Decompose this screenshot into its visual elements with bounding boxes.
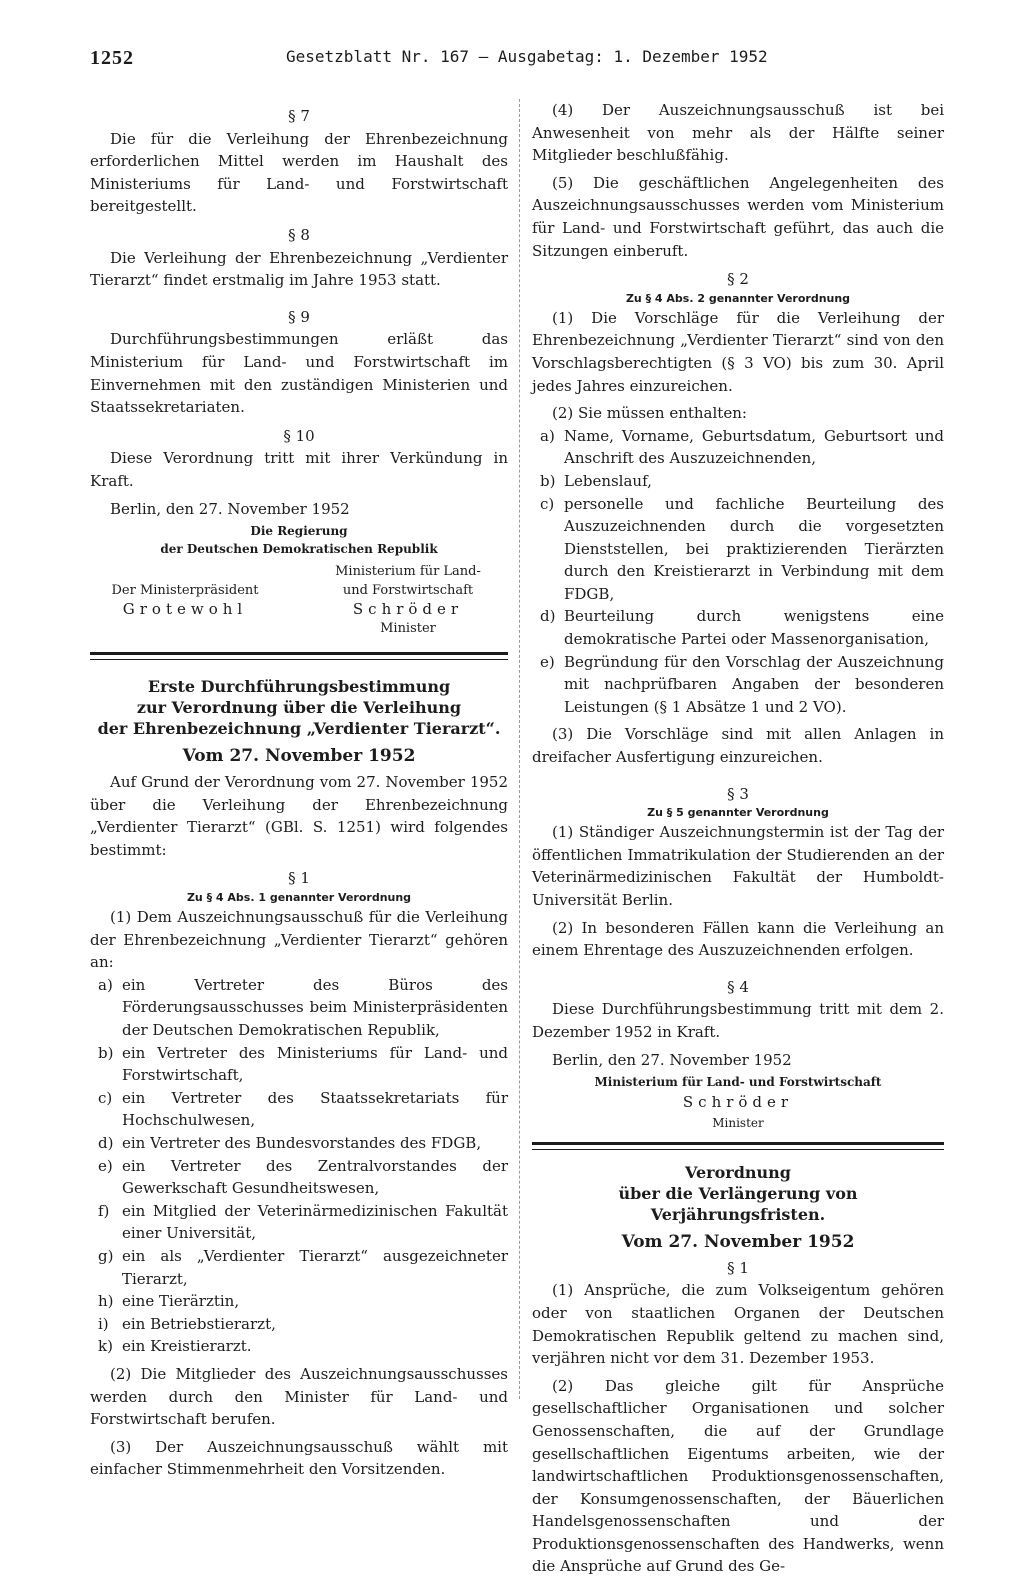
section-heading: § 1 [288, 869, 310, 888]
section-subheading: Zu § 4 Abs. 2 genannter Verordnung [625, 291, 851, 305]
paragraph: (2) In besonderen Fällen kann die Verleihung an einem Ehrentage des Auszuzeichnenden erfolgen. [532, 918, 944, 960]
paragraph: (1) Ständiger Auszeichnungstermin ist der Tag der öffentlichen Immatrikulation der Studierenden an der Veterinärmedizinischen Fakultät der Humboldt-Universität Berlin. [532, 823, 944, 909]
page-header [90, 47, 940, 73]
list-item [532, 470, 944, 493]
list-item-text: ein Vertreter des Ministeriums für Land- und Forstwirtschaft, [122, 1043, 508, 1085]
list-item-text: eine Tierärztin, [122, 1292, 240, 1311]
list-item [90, 1335, 508, 1358]
government-line-1: Die Regierung [250, 524, 348, 539]
paragraph: (1) Ansprüche, die zum Volkseigentum gehören oder von staatlichen Organen der Deutschen Demokratischen Republik geltend zu machen sind, verjähren nicht vor dem 31. Dezember 1953. [532, 1281, 944, 1368]
document-date: Vom 27. November 1952 [182, 746, 416, 767]
signer-name: Schröder [682, 1093, 794, 1112]
page-number: 1252 [90, 47, 134, 69]
list-item-label: k) [98, 1337, 113, 1356]
document-title: über die Verlängerung von Verjährungsfristen. [618, 1183, 858, 1224]
list-item-text: ein Kreistierarzt. [122, 1337, 252, 1356]
list-item [90, 1245, 508, 1290]
list-item [532, 605, 944, 650]
paragraph: Diese Verordnung tritt mit ihrer Verkündung in Kraft. [90, 449, 508, 490]
list-item-text: ein Vertreter des Zentralvorstandes der Gewerkschaft Gesundheitswesen, [122, 1156, 508, 1198]
signature-left [90, 562, 280, 638]
section-subheading: Zu § 4 Abs. 1 genannter Verordnung [186, 891, 412, 905]
list-item [90, 974, 508, 1042]
section-subheading: Zu § 5 genannter Verordnung [647, 806, 829, 820]
list-item [532, 425, 944, 470]
list-item-text: ein Vertreter des Büros des Förderungsausschusses beim Ministerpräsidenten der Deutschen Demokratischen Republik, [122, 975, 508, 1040]
paragraph: Die für die Verleihung der Ehrenbezeichnung erforderlichen Mittel werden im Haushalt des Ministeriums für Land- und Forstwirtschaft bereitgestellt. [90, 129, 508, 216]
ministry-name: Ministerium für Land- und Forstwirtschaft [594, 1075, 882, 1090]
paragraph: (2) Das gleiche gilt für Ansprüche gesellschaftlicher Organisationen und solcher Genossenschaften, die auf der Grundlage gesellschaftlichen Eigentums arbeiten, wie der landwirtschaftlichen Produktionsgenossenschaften, der Konsumgenossenschaften, der Bäuerlichen Handelsgenossenschaften und der Produktionsgenossenschaften des Handwerks, wenn die Ansprüche auf Grund des Ge- [532, 1376, 944, 1576]
list-item-label: c) [98, 1088, 113, 1107]
section-heading: § 9 [288, 307, 310, 326]
document-title: der Ehrenbezeichnung „Verdienter Tierarzt“. [97, 719, 501, 739]
place-date: Berlin, den 27. November 1952 [552, 1050, 792, 1069]
list-item-text: Name, Vorname, Geburtsdatum, Geburtsort und Anschrift des Auszuzeichnenden, [564, 426, 944, 468]
list-item-text: ein Betriebstierarzt, [122, 1314, 276, 1333]
list-item-label: b) [540, 471, 556, 490]
signature-right [308, 562, 508, 638]
list-item-text: ein Mitglied der Veterinärmedizinischen Fakultät einer Universität, [122, 1201, 508, 1243]
signer-title: und Forstwirtschaft [342, 583, 474, 599]
signature-block [90, 562, 508, 638]
list-item-label: c) [540, 494, 555, 513]
list-item-label: i) [98, 1314, 109, 1333]
paragraph: Die Verleihung der Ehrenbezeichnung „Verdienter Tierarzt“ findet erstmalig im Jahre 1953 statt. [90, 248, 508, 290]
section-heading: § 4 [727, 977, 749, 996]
list-item-label: g) [98, 1246, 114, 1265]
list-item-label: a) [98, 975, 113, 994]
section-heading: § 10 [283, 426, 315, 445]
paragraph: (5) Die geschäftlichen Angelegenheiten des Auszeichnungsausschusses werden vom Ministerium für Land- und Forstwirtschaft geführt, das auch die Sitzungen einberuft. [532, 173, 944, 260]
list-item [532, 651, 944, 719]
list-item-label: e) [98, 1156, 113, 1175]
list-item [90, 1155, 508, 1200]
section-heading: § 3 [727, 784, 749, 803]
signer-role: Minister [712, 1115, 764, 1130]
signer-name: Grotewohl [122, 600, 248, 619]
list-item-text: ein als „Verdienter Tierarzt“ ausgezeichneter Tierarzt, [122, 1246, 508, 1288]
list-item [90, 1313, 508, 1336]
list-item [90, 1087, 508, 1132]
list-item-label: h) [98, 1292, 114, 1311]
paragraph: (2) Sie müssen enthalten: [552, 404, 747, 423]
signer-name: Schröder [352, 600, 464, 619]
paragraph: Auf Grund der Verordnung vom 27. November 1952 über die Verleihung der Ehrenbezeichnung „Verdienter Tierarzt“ (GBl. S. 1251) wird folgendes bestimmt: [90, 773, 508, 859]
paragraph: (3) Die Vorschläge sind mit allen Anlagen in dreifacher Ausfertigung einzureichen. [532, 725, 944, 767]
section-heading: § 8 [288, 225, 310, 244]
paragraph: (3) Der Auszeichnungsausschuß wählt mit einfacher Stimmenmehrheit den Vorsitzenden. [90, 1437, 508, 1479]
list-item [90, 1042, 508, 1087]
column-divider [519, 99, 521, 1399]
document-title: zur Verordnung über die Verleihung [136, 698, 462, 718]
list-item-text: ein Vertreter des Bundesvorstandes des FDGB, [122, 1134, 482, 1152]
section-heading: § 1 [727, 1258, 749, 1277]
paragraph: (2) Die Mitglieder des Auszeichnungsausschusses werden durch den Minister für Land- und Forstwirtschaft berufen. [90, 1364, 508, 1429]
government-line-2: der Deutschen Demokratischen Republik [160, 542, 438, 557]
member-list [90, 974, 508, 1358]
list-item-label: a) [540, 426, 555, 445]
header-title: Gesetzblatt Nr. 167 — Ausgabetag: 1. Dezember 1952 [286, 47, 768, 66]
section-rule [532, 1142, 944, 1150]
paragraph: (1) Dem Auszeichnungsausschuß für die Verleihung der Ehrenbezeichnung „Verdienter Tierarzt“ gehören an: [90, 908, 508, 972]
list-item [532, 493, 944, 606]
list-item-label: d) [540, 607, 556, 626]
paragraph: Durchführungsbestimmungen erläßt das Ministerium für Land- und Forstwirtschaft im Einvernehmen mit den zuständigen Ministerien und Staatssekretariaten. [90, 330, 508, 417]
list-item-label: d) [98, 1134, 114, 1152]
list-item-text: ein Vertreter des Staatssekretariats für Hochschulwesen, [122, 1088, 508, 1130]
list-item-label: f) [98, 1201, 110, 1220]
place-date: Berlin, den 27. November 1952 [110, 499, 350, 518]
signer-title: Der Ministerpräsident [111, 583, 259, 599]
document-title: Erste Durchführungsbestimmung [147, 677, 451, 697]
left-column [90, 99, 508, 1481]
list-item [90, 1290, 508, 1313]
paragraph: (4) Der Auszeichnungsausschuß ist bei Anwesenheit von mehr als der Hälfte seiner Mitglieder beschlußfähig. [532, 101, 944, 165]
right-column [532, 99, 944, 1578]
list-item [90, 1200, 508, 1245]
paragraph: Diese Durchführungsbestimmung tritt mit dem 2. Dezember 1952 in Kraft. [532, 1000, 944, 1041]
signer-role: Minister [380, 621, 436, 637]
list-item [90, 1132, 508, 1155]
list-item-text: Lebenslauf, [564, 471, 652, 490]
list-item-text: personelle und fachliche Beurteilung des Auszuzeichnenden durch die vorgesetzten Dienststellen, bei praktizierenden Tierärzten durch den Kreistierarzt in Verbindung mit dem FDGB, [564, 494, 944, 603]
document-title: Verordnung [685, 1162, 791, 1182]
section-rule [90, 652, 508, 660]
section-heading: § 2 [727, 270, 749, 289]
requirements-list [532, 425, 944, 719]
signer-title: Ministerium für Land- [335, 564, 481, 580]
paragraph: (1) Die Vorschläge für die Verleihung der Ehrenbezeichnung „Verdienter Tierarzt“ sind von den Vorschlagsberechtigten (§ 3 VO) bis zum 30. April jedes Jahres einzureichen. [532, 308, 944, 395]
section-heading: § 7 [288, 107, 310, 125]
list-item-label: b) [98, 1043, 114, 1062]
list-item-label: e) [540, 652, 555, 671]
list-item-text: Beurteilung durch wenigstens eine demokratische Partei oder Massenorganisation, [564, 607, 944, 649]
list-item-text: Begründung für den Vorschlag der Auszeichnung mit nachprüfbaren Angaben der besonderen Leistungen (§ 1 Absätze 1 und 2 VO). [564, 652, 944, 716]
document-date: Vom 27. November 1952 [621, 1231, 855, 1252]
